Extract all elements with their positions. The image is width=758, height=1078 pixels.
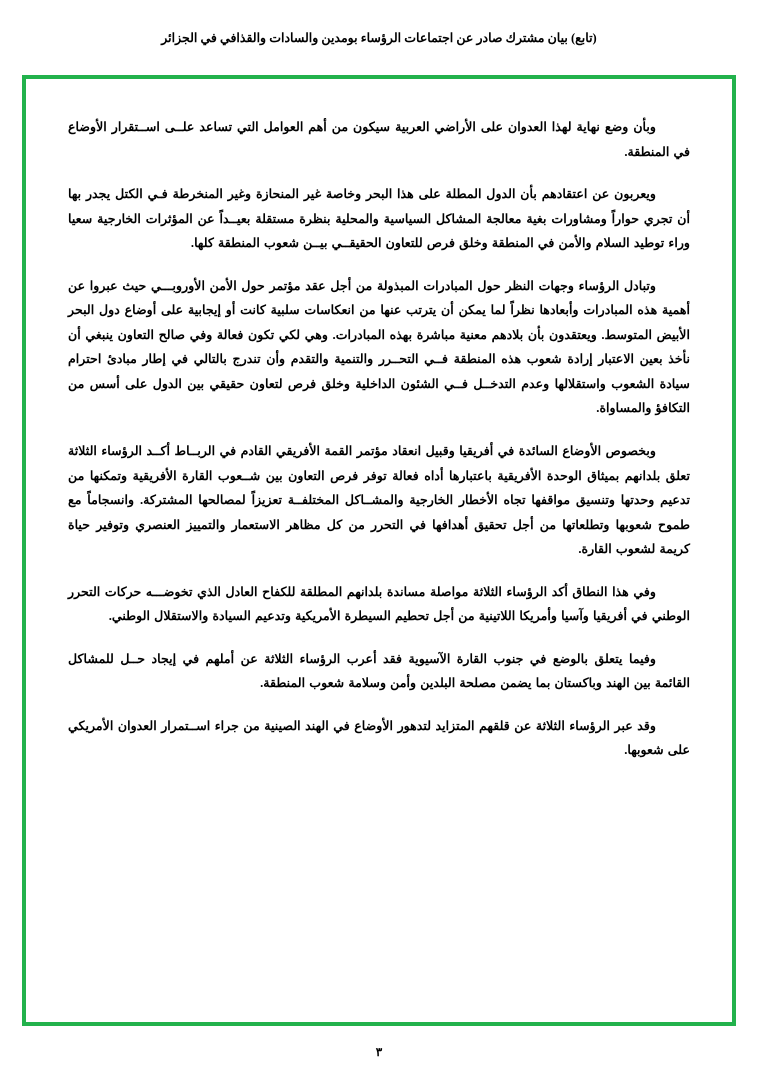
paragraph: ويعربون عن اعتقادهم بأن الدول المطلة على هذا البحر وخاصة غير المنحازة وغير المنخرطة فـي الكتل يجدر بها أن تجري حواراً ومشاورات بغية معالجة المشاكل السياسية والمحلية بنظرة مستقلة بعيــداً عن المؤثرات الخارجية سعيا وراء توطيد السلام والأمن في المنطقة وخلق فرص للتعاون الحقيقــي بيــن شعوب المنطقة كلها. bbox=[68, 187, 690, 251]
paragraph: وبخصوص الأوضاع السائدة في أفريقيا وقبيل انعقاد مؤتمر القمة الأفريقي القادم في الربــاط أكــد الرؤساء الثلاثة تعلق بلدانهم بميثاق الوحدة الأفريقية باعتبارها أداه فعالة توفر فرص التعاون بين شــعوب القارة الأفريقية وتمكنها من تدعيم وحدتها وتنسيق مواقفها تجاه الأخطار الخارجية والمشــاكل المختلفــة تعزيزاً لمصالحها المشتركة. وانسجاماً مع طموح شعوبها وتطلعاتها من أجل تحقيق أهدافها في التحرر من كل مظاهر الاستعمار والتمييز العنصري وتوفير حياة كريمة لشعوب القارة. bbox=[68, 444, 690, 557]
page-number: ٣ bbox=[375, 1045, 383, 1059]
content-frame-border bbox=[22, 75, 736, 1026]
paragraph: وقد عبر الرؤساء الثلاثة عن قلقهم المتزايد لتدهور الأوضاع في الهند الصينية من جراء اســتمرار العدوان الأمريكي على شعوبها. bbox=[68, 718, 690, 758]
page-header: (تابع) بيان مشترك صادر عن اجتماعات الرؤساء بومدين والسادات والقذافي في الجزائر bbox=[161, 31, 597, 45]
paragraph: وبأن وضع نهاية لهذا العدوان على الأراضي العربية سيكون من أهم العوامل التي تساعد علــى اســتقرار الأوضاع في المنطقة. bbox=[68, 120, 690, 159]
paragraph: وفي هذا النطاق أكد الرؤساء الثلاثة مواصلة مساندة بلدانهم المطلقة للكفاح العادل الذي تخوضـــه حركات التحرر الوطني في أفريقيا وآسيا وأمريكا اللاتينية من أجل تحطيم السيطرة الأمريكية وتدعيم السيادة والاستقلال الوطني. bbox=[68, 584, 690, 624]
paragraph: وتبادل الرؤساء وجهات النظر حول المبادرات المبذولة من أجل عقد مؤتمر حول الأمن الأوروبـــي حيث عبروا عن أهمية هذه المبادرات وأبعادها نظراً لما يمكن أن يترتب عنها من انعكاسات سلبية كانت أو إيجابية على أوضاع دول البحر الأبيض المتوسط. ويعتقدون بأن بلادهم معنية مباشرة بهذه المبادرات. وهي لكي تكون فعالة وفي صالح التعاون ينبغي أن نأخذ بعين الاعتبار إرادة شعوب هذه المنطقة فــي التحــرر والتنمية والتقدم وأن تندرج بالتالي في إطار مبادئ احترام سيادة الشعوب واستقلالها وعدم التدخــل فــي الشئون الداخلية وخلق فرص لتعاون حقيقي بين الدول على أسس من التكافؤ والمساواة. bbox=[68, 278, 690, 416]
paragraph: وفيما يتعلق بالوضع في جنوب القارة الآسيوية فقد أعرب الرؤساء الثلاثة عن أملهم في إيجاد حــل للمشاكل القائمة بين الهند وباكستان بما يضمن مصلحة البلدين وأمن وسلامة شعوب المنطقة. bbox=[68, 651, 690, 691]
document-body bbox=[68, 115, 690, 1012]
